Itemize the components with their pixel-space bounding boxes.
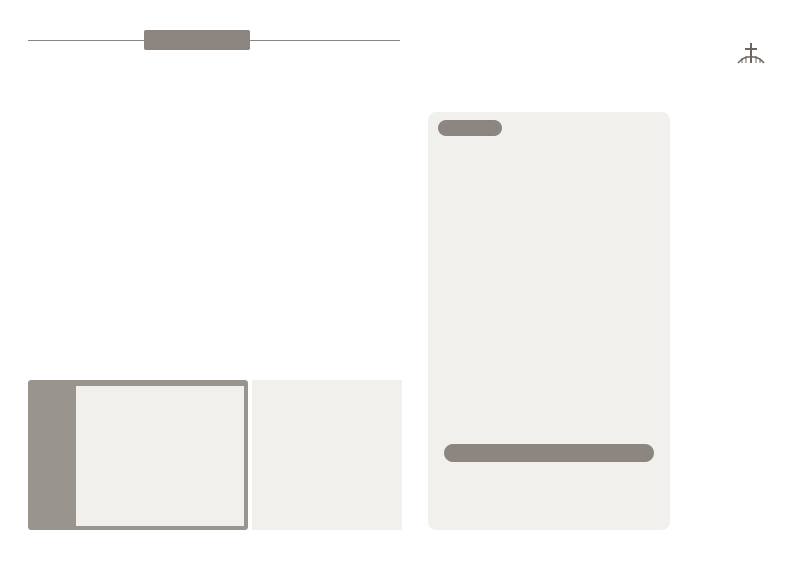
- offering-note: [444, 444, 654, 462]
- news-title: [144, 30, 250, 50]
- worship-badge: [438, 120, 502, 136]
- worship-order-panel: [428, 112, 670, 530]
- serve-list: [76, 386, 244, 526]
- year-slogan: [470, 56, 640, 78]
- serve-panel: [28, 380, 248, 530]
- online-offering-panel: [252, 380, 402, 530]
- church-logo: [684, 42, 790, 96]
- worship-header: [438, 120, 660, 136]
- divider: [250, 40, 400, 41]
- divider: [28, 40, 144, 41]
- church-cross-icon: [736, 42, 766, 64]
